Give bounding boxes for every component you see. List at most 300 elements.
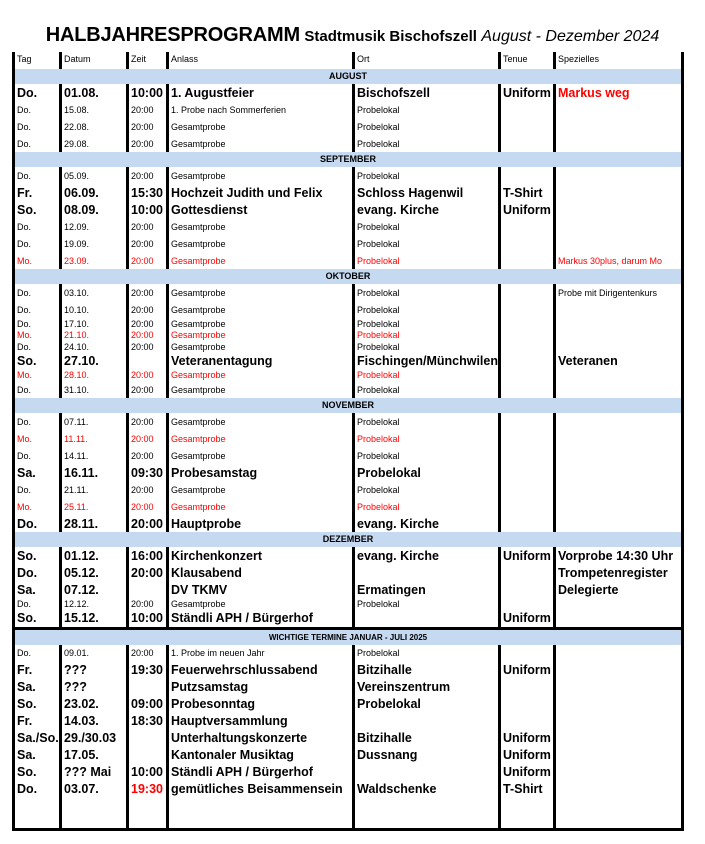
cell-ort: Probelokal bbox=[352, 413, 498, 430]
cell-tenue bbox=[498, 598, 553, 610]
cell-anlass: Hauptprobe bbox=[166, 515, 352, 532]
cell-datum: 07.12. bbox=[59, 581, 126, 598]
section-header: DEZEMBER bbox=[12, 532, 684, 547]
cell-ort: Probelokal bbox=[352, 645, 498, 662]
cell-tag: Do. bbox=[12, 235, 59, 252]
table-row bbox=[12, 235, 684, 252]
cell-datum: 01.12. bbox=[59, 547, 126, 564]
column-header-tag: Tag bbox=[12, 52, 59, 69]
cell-tenue: Uniform bbox=[498, 662, 553, 679]
cell-datum: 31.10. bbox=[59, 381, 126, 398]
cell-zeit: 09:00 bbox=[126, 696, 166, 713]
cell-tenue: Uniform bbox=[498, 730, 553, 747]
cell-ort bbox=[352, 610, 498, 627]
cell-datum: 23.02. bbox=[59, 696, 126, 713]
cell-datum: 17.05. bbox=[59, 747, 126, 764]
cell-spezielles bbox=[553, 696, 684, 713]
table-row bbox=[12, 118, 684, 135]
cell-ort: Probelokal bbox=[352, 598, 498, 610]
cell-spezielles bbox=[553, 464, 684, 481]
cell-datum: 22.08. bbox=[59, 118, 126, 135]
cell-anlass: Gesamtprobe bbox=[166, 447, 352, 464]
cell-zeit: 20:00 bbox=[126, 235, 166, 252]
cell-spezielles: Markus 30plus, darum Mo bbox=[553, 252, 684, 269]
cell-zeit: 20:00 bbox=[126, 447, 166, 464]
cell-spezielles bbox=[553, 662, 684, 679]
cell-ort: Bischofszell bbox=[352, 84, 498, 101]
cell-tenue bbox=[498, 381, 553, 398]
cell-zeit: 18:30 bbox=[126, 713, 166, 730]
cell-spezielles bbox=[553, 730, 684, 747]
cell-anlass: Gesamtprobe bbox=[166, 284, 352, 301]
cell-anlass: Kantonaler Musiktag bbox=[166, 747, 352, 764]
cell-tag: So. bbox=[12, 610, 59, 627]
cell-tag: Do. bbox=[12, 598, 59, 610]
column-header-datum: Datum bbox=[59, 52, 126, 69]
cell-tenue bbox=[498, 235, 553, 252]
cell-spezielles bbox=[553, 235, 684, 252]
table-row bbox=[12, 218, 684, 235]
cell-ort: Ermatingen bbox=[352, 581, 498, 598]
cell-tag: Fr. bbox=[12, 662, 59, 679]
table-row bbox=[12, 564, 684, 581]
cell-ort: Bitzihalle bbox=[352, 730, 498, 747]
cell-datum: 05.12. bbox=[59, 564, 126, 581]
cell-tag bbox=[12, 798, 59, 828]
cell-tenue bbox=[498, 101, 553, 118]
cell-anlass: Veteranentagung bbox=[166, 353, 352, 370]
table-row bbox=[12, 498, 684, 515]
table-row bbox=[12, 381, 684, 398]
cell-tag: Mo. bbox=[12, 370, 59, 382]
cell-datum: 14.03. bbox=[59, 713, 126, 730]
cell-anlass: Gesamtprobe bbox=[166, 330, 352, 342]
cell-tag: Do. bbox=[12, 447, 59, 464]
table-row bbox=[12, 252, 684, 269]
table-row bbox=[12, 330, 684, 342]
table-row bbox=[12, 184, 684, 201]
cell-datum: 03.07. bbox=[59, 781, 126, 798]
cell-spezielles bbox=[553, 135, 684, 152]
cell-zeit: 20:00 bbox=[126, 381, 166, 398]
cell-tenue bbox=[498, 118, 553, 135]
table-row bbox=[12, 201, 684, 218]
cell-ort: Probelokal bbox=[352, 447, 498, 464]
cell-tag: Mo. bbox=[12, 252, 59, 269]
table-row bbox=[12, 581, 684, 598]
cell-zeit bbox=[126, 353, 166, 370]
cell-datum: 08.09. bbox=[59, 201, 126, 218]
cell-datum: 01.08. bbox=[59, 84, 126, 101]
cell-tag: Mo. bbox=[12, 430, 59, 447]
cell-spezielles bbox=[553, 318, 684, 330]
cell-tenue bbox=[498, 135, 553, 152]
cell-zeit: 20:00 bbox=[126, 481, 166, 498]
cell-tag: So. bbox=[12, 764, 59, 781]
table-row bbox=[12, 781, 684, 798]
cell-tenue: Uniform bbox=[498, 764, 553, 781]
table-row bbox=[12, 730, 684, 747]
cell-anlass: Gesamtprobe bbox=[166, 218, 352, 235]
cell-spezielles: Markus weg bbox=[553, 84, 684, 101]
cell-ort: Probelokal bbox=[352, 301, 498, 318]
column-header-spezielles: Spezielles bbox=[553, 52, 684, 69]
cell-spezielles: Delegierte bbox=[553, 581, 684, 598]
cell-ort: Probelokal bbox=[352, 370, 498, 382]
cell-zeit: 20:00 bbox=[126, 167, 166, 184]
cell-anlass: Gesamtprobe bbox=[166, 341, 352, 353]
cell-ort: Probelokal bbox=[352, 481, 498, 498]
cell-zeit: 20:00 bbox=[126, 135, 166, 152]
schedule-table bbox=[12, 52, 684, 831]
cell-tag: Do. bbox=[12, 341, 59, 353]
cell-spezielles bbox=[553, 447, 684, 464]
cell-ort: Probelokal bbox=[352, 218, 498, 235]
cell-anlass bbox=[166, 798, 352, 828]
cell-ort: Probelokal bbox=[352, 498, 498, 515]
cell-tag: Do. bbox=[12, 218, 59, 235]
cell-anlass: Feuerwehrschlussabend bbox=[166, 662, 352, 679]
cell-tag: Do. bbox=[12, 318, 59, 330]
cell-tag: Sa. bbox=[12, 464, 59, 481]
cell-ort: Probelokal bbox=[352, 167, 498, 184]
cell-anlass: Gesamtprobe bbox=[166, 381, 352, 398]
cell-zeit: 19:30 bbox=[126, 662, 166, 679]
cell-ort bbox=[352, 798, 498, 828]
cell-tenue: Uniform bbox=[498, 84, 553, 101]
cell-tenue bbox=[498, 167, 553, 184]
cell-tenue: Uniform bbox=[498, 201, 553, 218]
cell-tenue bbox=[498, 370, 553, 382]
table-row bbox=[12, 341, 684, 353]
cell-spezielles bbox=[553, 218, 684, 235]
cell-spezielles bbox=[553, 598, 684, 610]
cell-ort: evang. Kirche bbox=[352, 515, 498, 532]
cell-zeit: 20:00 bbox=[126, 498, 166, 515]
cell-datum: 12.09. bbox=[59, 218, 126, 235]
column-header-anlass: Anlass bbox=[166, 52, 352, 69]
cell-ort: Fischingen/Münchwilen bbox=[352, 353, 498, 370]
cell-tag: Sa./So. bbox=[12, 730, 59, 747]
cell-datum: 21.10. bbox=[59, 330, 126, 342]
cell-datum: 06.09. bbox=[59, 184, 126, 201]
cell-datum bbox=[59, 798, 126, 828]
cell-tag: Do. bbox=[12, 645, 59, 662]
cell-anlass: Gesamtprobe bbox=[166, 370, 352, 382]
cell-ort: evang. Kirche bbox=[352, 547, 498, 564]
cell-anlass: 1. Probe nach Sommerferien bbox=[166, 101, 352, 118]
cell-ort: Vereinszentrum bbox=[352, 679, 498, 696]
cell-spezielles bbox=[553, 764, 684, 781]
table-row bbox=[12, 464, 684, 481]
cell-zeit: 20:00 bbox=[126, 370, 166, 382]
cell-anlass: Kirchenkonzert bbox=[166, 547, 352, 564]
cell-spezielles bbox=[553, 515, 684, 532]
cell-tenue bbox=[498, 515, 553, 532]
cell-tag: Do. bbox=[12, 167, 59, 184]
table-row bbox=[12, 318, 684, 330]
cell-tag: Do. bbox=[12, 301, 59, 318]
cell-anlass: gemütliches Beisammensein bbox=[166, 781, 352, 798]
cell-zeit: 20:00 bbox=[126, 218, 166, 235]
table-row bbox=[12, 598, 684, 610]
cell-zeit: 20:00 bbox=[126, 430, 166, 447]
cell-datum: 29.08. bbox=[59, 135, 126, 152]
table-row bbox=[12, 284, 684, 301]
cell-tenue bbox=[498, 564, 553, 581]
cell-zeit: 20:00 bbox=[126, 252, 166, 269]
cell-tenue bbox=[498, 679, 553, 696]
table-row bbox=[12, 696, 684, 713]
cell-tenue bbox=[498, 430, 553, 447]
cell-datum: 14.11. bbox=[59, 447, 126, 464]
cell-tenue bbox=[498, 481, 553, 498]
cell-tenue: Uniform bbox=[498, 547, 553, 564]
cell-anlass: Gesamtprobe bbox=[166, 252, 352, 269]
section-header: WICHTIGE TERMINE JANUAR - JULI 2025 bbox=[12, 627, 684, 645]
table-row bbox=[12, 167, 684, 184]
cell-tenue bbox=[498, 252, 553, 269]
cell-zeit: 20:00 bbox=[126, 598, 166, 610]
cell-zeit: 20:00 bbox=[126, 284, 166, 301]
cell-zeit: 10:00 bbox=[126, 610, 166, 627]
cell-datum: 29./30.03 bbox=[59, 730, 126, 747]
cell-tag: Do. bbox=[12, 781, 59, 798]
cell-zeit: 20:00 bbox=[126, 301, 166, 318]
cell-tenue bbox=[498, 581, 553, 598]
cell-anlass: Gesamtprobe bbox=[166, 118, 352, 135]
table-row bbox=[12, 135, 684, 152]
cell-anlass: 1. Augustfeier bbox=[166, 84, 352, 101]
table-row bbox=[12, 747, 684, 764]
cell-tag: Sa. bbox=[12, 581, 59, 598]
cell-spezielles bbox=[553, 498, 684, 515]
cell-spezielles: Probe mit Dirigentenkurs bbox=[553, 284, 684, 301]
cell-spezielles bbox=[553, 201, 684, 218]
cell-datum: ??? bbox=[59, 679, 126, 696]
cell-anlass: Probesamstag bbox=[166, 464, 352, 481]
cell-spezielles bbox=[553, 381, 684, 398]
cell-spezielles bbox=[553, 330, 684, 342]
cell-tenue bbox=[498, 464, 553, 481]
cell-spezielles bbox=[553, 747, 684, 764]
cell-zeit: 20:00 bbox=[126, 318, 166, 330]
table-row bbox=[12, 301, 684, 318]
cell-ort: Probelokal bbox=[352, 284, 498, 301]
cell-zeit bbox=[126, 798, 166, 828]
cell-datum: 19.09. bbox=[59, 235, 126, 252]
cell-anlass: Gesamtprobe bbox=[166, 135, 352, 152]
cell-ort: Probelokal bbox=[352, 118, 498, 135]
cell-anlass: 1. Probe im neuen Jahr bbox=[166, 645, 352, 662]
cell-datum: 09.01. bbox=[59, 645, 126, 662]
cell-zeit: 10:00 bbox=[126, 84, 166, 101]
cell-spezielles: Veteranen bbox=[553, 353, 684, 370]
cell-spezielles bbox=[553, 713, 684, 730]
cell-zeit bbox=[126, 730, 166, 747]
cell-datum: ??? Mai bbox=[59, 764, 126, 781]
cell-spezielles bbox=[553, 781, 684, 798]
cell-tag: Do. bbox=[12, 381, 59, 398]
table-row bbox=[12, 645, 684, 662]
cell-zeit: 20:00 bbox=[126, 515, 166, 532]
cell-spezielles bbox=[553, 481, 684, 498]
table-row bbox=[12, 413, 684, 430]
cell-tenue bbox=[498, 353, 553, 370]
cell-spezielles bbox=[553, 679, 684, 696]
cell-datum: 27.10. bbox=[59, 353, 126, 370]
document-title bbox=[0, 24, 705, 47]
cell-ort: evang. Kirche bbox=[352, 201, 498, 218]
section-header: NOVEMBER bbox=[12, 398, 684, 413]
cell-datum: 24.10. bbox=[59, 341, 126, 353]
cell-spezielles: Vorprobe 14:30 Uhr bbox=[553, 547, 684, 564]
cell-zeit: 10:00 bbox=[126, 201, 166, 218]
cell-ort: Probelokal bbox=[352, 318, 498, 330]
cell-ort: Waldschenke bbox=[352, 781, 498, 798]
table-row bbox=[12, 662, 684, 679]
column-header-ort: Ort bbox=[352, 52, 498, 69]
cell-spezielles bbox=[553, 798, 684, 828]
table-row bbox=[12, 101, 684, 118]
cell-zeit bbox=[126, 581, 166, 598]
cell-anlass: Gesamtprobe bbox=[166, 430, 352, 447]
cell-anlass: Ständli APH / Bürgerhof bbox=[166, 764, 352, 781]
cell-zeit: 20:00 bbox=[126, 341, 166, 353]
cell-ort: Bitzihalle bbox=[352, 662, 498, 679]
cell-spezielles bbox=[553, 167, 684, 184]
cell-zeit: 09:30 bbox=[126, 464, 166, 481]
section-header: AUGUST bbox=[12, 69, 684, 84]
cell-tag: Mo. bbox=[12, 498, 59, 515]
cell-spezielles bbox=[553, 118, 684, 135]
cell-spezielles bbox=[553, 101, 684, 118]
cell-tag: Do. bbox=[12, 135, 59, 152]
cell-spezielles bbox=[553, 184, 684, 201]
cell-tag: Do. bbox=[12, 481, 59, 498]
cell-tenue: T-Shirt bbox=[498, 184, 553, 201]
table-bottom-border bbox=[12, 828, 684, 831]
cell-tenue bbox=[498, 301, 553, 318]
table-row bbox=[12, 547, 684, 564]
cell-tag: So. bbox=[12, 353, 59, 370]
cell-tag: Sa. bbox=[12, 679, 59, 696]
cell-tag: Do. bbox=[12, 118, 59, 135]
cell-anlass: Hochzeit Judith und Felix bbox=[166, 184, 352, 201]
cell-ort: Dussnang bbox=[352, 747, 498, 764]
cell-zeit: 19:30 bbox=[126, 781, 166, 798]
cell-anlass: Unterhaltungskonzerte bbox=[166, 730, 352, 747]
section-header: OKTOBER bbox=[12, 269, 684, 284]
table-row bbox=[12, 84, 684, 101]
cell-tenue bbox=[498, 645, 553, 662]
cell-anlass: Probesonntag bbox=[166, 696, 352, 713]
column-header-row bbox=[12, 52, 684, 69]
cell-tag: Do. bbox=[12, 515, 59, 532]
cell-zeit: 20:00 bbox=[126, 645, 166, 662]
cell-datum: 11.11. bbox=[59, 430, 126, 447]
cell-tag: Do. bbox=[12, 101, 59, 118]
cell-tenue bbox=[498, 498, 553, 515]
cell-ort: Probelokal bbox=[352, 381, 498, 398]
cell-ort: Probelokal bbox=[352, 101, 498, 118]
title-period: August - Dezember 2024 bbox=[481, 28, 660, 45]
cell-datum: 05.09. bbox=[59, 167, 126, 184]
table-row bbox=[12, 481, 684, 498]
table-row bbox=[12, 610, 684, 627]
cell-anlass: Gottesdienst bbox=[166, 201, 352, 218]
cell-tenue: Uniform bbox=[498, 610, 553, 627]
table-row bbox=[12, 447, 684, 464]
cell-ort: Probelokal bbox=[352, 252, 498, 269]
cell-anlass: Putzsamstag bbox=[166, 679, 352, 696]
cell-spezielles bbox=[553, 413, 684, 430]
cell-anlass: Hauptversammlung bbox=[166, 713, 352, 730]
cell-tenue: Uniform bbox=[498, 747, 553, 764]
cell-zeit bbox=[126, 747, 166, 764]
cell-spezielles bbox=[553, 645, 684, 662]
title-main: HALBJAHRESPROGRAMM bbox=[45, 24, 300, 46]
cell-tag: So. bbox=[12, 547, 59, 564]
cell-anlass: Ständli APH / Bürgerhof bbox=[166, 610, 352, 627]
cell-anlass: DV TKMV bbox=[166, 581, 352, 598]
cell-anlass: Gesamtprobe bbox=[166, 498, 352, 515]
cell-spezielles bbox=[553, 341, 684, 353]
cell-tag: Do. bbox=[12, 564, 59, 581]
cell-datum: 21.11. bbox=[59, 481, 126, 498]
table-row bbox=[12, 798, 684, 828]
cell-tenue bbox=[498, 318, 553, 330]
cell-datum: 23.09. bbox=[59, 252, 126, 269]
cell-datum: ??? bbox=[59, 662, 126, 679]
cell-anlass: Gesamtprobe bbox=[166, 235, 352, 252]
cell-spezielles: Trompetenregister bbox=[553, 564, 684, 581]
cell-tag: Sa. bbox=[12, 747, 59, 764]
cell-tag: Fr. bbox=[12, 713, 59, 730]
cell-anlass: Gesamtprobe bbox=[166, 318, 352, 330]
table-row bbox=[12, 353, 684, 370]
cell-ort: Probelokal bbox=[352, 696, 498, 713]
table-row bbox=[12, 764, 684, 781]
cell-tag: Fr. bbox=[12, 184, 59, 201]
cell-tenue bbox=[498, 413, 553, 430]
cell-zeit bbox=[126, 679, 166, 696]
cell-spezielles bbox=[553, 610, 684, 627]
cell-ort bbox=[352, 713, 498, 730]
table-row bbox=[12, 515, 684, 532]
cell-tag: Do. bbox=[12, 284, 59, 301]
table-row bbox=[12, 430, 684, 447]
cell-anlass: Gesamtprobe bbox=[166, 413, 352, 430]
cell-tenue bbox=[498, 284, 553, 301]
cell-anlass: Klausabend bbox=[166, 564, 352, 581]
cell-ort: Probelokal bbox=[352, 135, 498, 152]
cell-tenue bbox=[498, 330, 553, 342]
column-header-tenue: Tenue bbox=[498, 52, 553, 69]
cell-datum: 28.10. bbox=[59, 370, 126, 382]
title-org: Stadtmusik Bischofszell bbox=[304, 28, 477, 45]
cell-tag: So. bbox=[12, 201, 59, 218]
cell-zeit: 16:00 bbox=[126, 547, 166, 564]
table-row bbox=[12, 713, 684, 730]
table-row bbox=[12, 679, 684, 696]
cell-datum: 15.08. bbox=[59, 101, 126, 118]
cell-tenue bbox=[498, 713, 553, 730]
cell-spezielles bbox=[553, 430, 684, 447]
cell-datum: 28.11. bbox=[59, 515, 126, 532]
cell-anlass: Gesamtprobe bbox=[166, 598, 352, 610]
cell-tenue bbox=[498, 798, 553, 828]
